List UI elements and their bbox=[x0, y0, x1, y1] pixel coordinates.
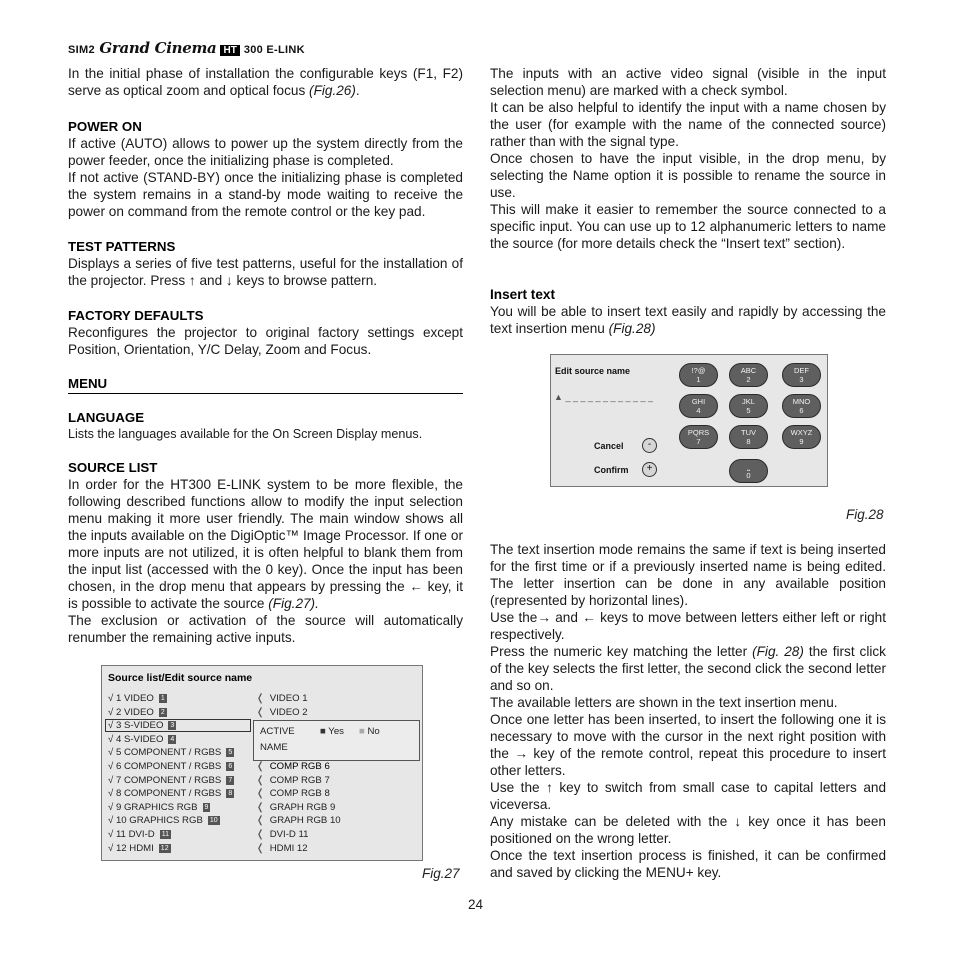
check-icon: √ bbox=[108, 842, 114, 854]
source-name: GRAPHICS RGB bbox=[123, 801, 198, 813]
cursor-triangle-icon: ▲ bbox=[554, 392, 563, 402]
key-number: 0 bbox=[746, 471, 751, 480]
keypad-key-1[interactable] bbox=[679, 363, 718, 387]
keypad-key-9[interactable] bbox=[782, 425, 821, 449]
source-badge: 2 bbox=[160, 708, 165, 716]
cancel-label: Cancel bbox=[594, 441, 624, 451]
language-heading: LANGUAGE bbox=[68, 410, 145, 425]
brand-model: 300 E-LINK bbox=[243, 44, 305, 56]
test-patterns-heading: TEST PATTERNS bbox=[68, 239, 176, 254]
source-list-panel bbox=[101, 665, 423, 861]
source-custom-name: ❬ HDMI 12 bbox=[256, 842, 308, 854]
active-yes-option[interactable]: ■ Yes bbox=[320, 726, 344, 737]
key-letters: DEF bbox=[794, 366, 809, 375]
source-custom-name: ❬ COMP RGB 6 bbox=[256, 761, 330, 772]
brand-grand-cinema: Grand Cinema bbox=[99, 39, 217, 57]
source-number: 9 bbox=[115, 801, 122, 813]
key-letters: GHI bbox=[691, 397, 706, 406]
source-number: 10 bbox=[115, 815, 127, 827]
input-description: The inputs with an active video signal (visible in the input selection menu) are marked with a check symbol. It can be also helpful to identify the input with a name chosen by the user (for example with the name of the connected source) rather than with the signal type. Once chosen to have the input visible, in the drop menu, by selecting the Name option it is possible to rename the source in use. This will make it easier to remember the source connected to a specific input. You can use up to 12 alphanumeric letters to name the source (for more details check the “Insert text” section). bbox=[490, 66, 886, 251]
source-badge: 5 bbox=[228, 749, 233, 757]
source-row[interactable] bbox=[108, 775, 234, 786]
source-name: COMPONENT / RGBS bbox=[123, 774, 222, 786]
source-badge: 9 bbox=[204, 803, 209, 811]
yes-square-icon: ■ bbox=[320, 726, 326, 737]
keypad-key-6[interactable] bbox=[782, 394, 821, 418]
page-header bbox=[68, 39, 305, 58]
source-badge: 12 bbox=[160, 844, 169, 852]
key-number: 9 bbox=[799, 437, 804, 446]
source-list-text: In order for the HT300 E-LINK system to be more flexible, the following described functions allow to modify the input selection menu making it more user friendly. The main window shows all the inputs available on the DigiOptic™ Image Processor. If one or more inputs are not utilized, it is often helpful to blank them from the input list (accessed with the 0 key). Once the input has been chosen, in the drop menu that appears by pressing the ← key, it is possible to activate the source (Fig.27). The exclusion or activation of the source will automatically renumber the remaining active inputs. bbox=[68, 477, 463, 645]
fig27-caption: Fig.27 bbox=[422, 866, 460, 881]
key-number: 8 bbox=[746, 437, 751, 446]
brand-ht-badge: HT bbox=[220, 45, 239, 56]
source-custom-name: ❬ VIDEO 2 bbox=[256, 706, 308, 718]
test-patterns-text: Displays a series of five test patterns, useful for the installation of the projector. Press ↑ and ↓ keys to browse pattern. bbox=[68, 256, 463, 288]
check-icon: √ bbox=[108, 761, 114, 772]
source-name: S-VIDEO bbox=[123, 720, 164, 732]
selected-row-highlight bbox=[105, 719, 251, 732]
arrow-right-icon: → bbox=[514, 746, 528, 761]
check-icon: √ bbox=[108, 706, 114, 718]
source-badge: 3 bbox=[170, 722, 175, 730]
keypad-key-0[interactable] bbox=[729, 459, 768, 483]
edit-source-name-title: Edit source name bbox=[555, 366, 631, 376]
menu-divider bbox=[68, 393, 463, 394]
key-letters: JKL bbox=[742, 397, 755, 406]
source-row[interactable] bbox=[108, 734, 176, 745]
fig28-caption: Fig.28 bbox=[846, 507, 884, 522]
source-badge: 1 bbox=[160, 695, 165, 702]
source-list-title: Source list/Edit source name bbox=[108, 672, 253, 684]
power-on-text: If active (AUTO) allows to power up the system directly from the power feeder, once the initializing phase is completed. If not active (STAND-BY) once the initializing phase is completed the system remains in a stand-by mode waiting to receive the power on command from the remote control or the key pad. bbox=[68, 136, 463, 219]
key-number: 1 bbox=[696, 375, 701, 384]
key-letters: !?@ bbox=[691, 366, 706, 375]
source-number: 12 bbox=[115, 842, 127, 854]
confirm-label: Confirm bbox=[594, 465, 629, 475]
source-number: 1 bbox=[115, 693, 122, 704]
source-number: 5 bbox=[115, 747, 122, 759]
language-text: Lists the languages available for the On Screen Display menus. bbox=[68, 427, 423, 441]
arrow-up-icon: ↑ bbox=[546, 780, 553, 795]
source-row[interactable] bbox=[108, 829, 171, 840]
source-name: COMPONENT / RGBS bbox=[123, 788, 222, 800]
source-custom-name: ❬ COMP RGB 7 bbox=[256, 774, 330, 786]
keypad-key-5[interactable] bbox=[729, 394, 768, 418]
source-row[interactable] bbox=[108, 815, 220, 826]
insert-text-heading: Insert text bbox=[490, 287, 555, 302]
chevron-left-icon: ❬ bbox=[256, 693, 265, 704]
source-row[interactable] bbox=[108, 747, 234, 758]
key-letters: ⎵ bbox=[747, 462, 750, 471]
arrow-down-icon: ↓ bbox=[734, 814, 742, 829]
source-badge: 4 bbox=[170, 735, 175, 743]
chevron-left-icon: ❬ bbox=[256, 801, 265, 813]
arrow-left-icon: ← bbox=[409, 579, 423, 594]
source-number: 7 bbox=[115, 774, 122, 786]
key-letters: MNO bbox=[792, 397, 811, 406]
keypad-key-3[interactable] bbox=[782, 363, 821, 387]
source-name: HDMI bbox=[129, 842, 154, 854]
key-number: 5 bbox=[746, 406, 751, 415]
check-icon: √ bbox=[108, 788, 114, 800]
arrow-left-icon: ← bbox=[582, 610, 596, 625]
source-row[interactable] bbox=[108, 693, 167, 704]
chevron-left-icon: ❬ bbox=[256, 761, 265, 772]
active-no-option[interactable]: ■ No bbox=[359, 726, 380, 737]
insert-text-intro: You will be able to insert text easily and rapidly by accessing the text insertion menu (Fig.28) bbox=[490, 304, 886, 336]
arrow-up-icon: ↑ bbox=[188, 273, 196, 288]
source-number: 6 bbox=[115, 761, 122, 772]
insert-text-instructions: The text insertion mode remains the same if text is being inserted for the first time or if a previously inserted name is being edited. The letter insertion can be done in any available position (represented by horizontal lines). Use the→ and ← keys to move between letters either left or right respectively. Press the numeric key matching the letter (Fig. 28) the first click of the key selects the first letter, the second click the second letter and so on. The available letters are shown in the text insertion menu. Once one letter has been inserted, to insert the following one it is necessary to move with the cursor in the next right position with the → key of the remote control, repeat this procedure to insert other letters. Use the ↑ key to switch from small case to capital letters and viceversa. Any mistake can be deleted with the ↓ key once it has been positioned on the wrong letter. Once the text insertion process is finished, it can be confirmed and saved by clicking the MENU+ key. bbox=[490, 542, 886, 880]
keypad-key-2[interactable] bbox=[729, 363, 768, 387]
active-label: ACTIVE bbox=[260, 726, 295, 737]
keypad-key-4[interactable] bbox=[679, 394, 718, 418]
chevron-left-icon: ❬ bbox=[256, 788, 265, 800]
source-name: VIDEO bbox=[123, 706, 154, 718]
source-name: COMPONENT / RGBS bbox=[123, 747, 222, 759]
check-icon: √ bbox=[108, 774, 114, 786]
source-custom-name: ❬ VIDEO 1 bbox=[256, 693, 308, 704]
check-icon: √ bbox=[108, 815, 114, 827]
name-label[interactable]: NAME bbox=[260, 742, 288, 753]
check-icon: √ bbox=[108, 829, 114, 840]
no-square-icon: ■ bbox=[359, 726, 365, 737]
chevron-left-icon: ❬ bbox=[256, 815, 265, 827]
source-badge: 10 bbox=[209, 817, 218, 825]
source-badge: 11 bbox=[161, 831, 169, 838]
page-number: 24 bbox=[468, 897, 484, 912]
keypad-key-7[interactable] bbox=[679, 425, 718, 449]
source-row[interactable] bbox=[108, 802, 210, 813]
key-letters: TUV bbox=[741, 428, 756, 437]
source-custom-name: ❬ GRAPH RGB 9 bbox=[256, 801, 336, 813]
source-row[interactable] bbox=[108, 843, 171, 854]
source-row[interactable] bbox=[108, 761, 234, 772]
check-icon: √ bbox=[108, 733, 114, 745]
factory-defaults-heading: FACTORY DEFAULTS bbox=[68, 308, 204, 323]
source-name: S-VIDEO bbox=[123, 733, 164, 745]
arrow-down-icon: ↓ bbox=[225, 273, 233, 288]
keypad-key-8[interactable] bbox=[729, 425, 768, 449]
key-letters: ABC bbox=[740, 366, 757, 375]
edit-source-name-panel bbox=[550, 354, 828, 487]
key-number: 2 bbox=[746, 375, 751, 384]
source-custom-name: ❬ COMP RGB 8 bbox=[256, 788, 330, 800]
source-row[interactable] bbox=[108, 707, 167, 718]
key-number: 4 bbox=[696, 406, 701, 415]
source-name: COMPONENT / RGBS bbox=[123, 761, 222, 772]
key-number: 7 bbox=[696, 437, 701, 446]
source-number: 8 bbox=[115, 788, 122, 800]
chevron-left-icon: ❬ bbox=[256, 706, 265, 718]
key-number: 3 bbox=[799, 375, 804, 384]
source-badge: 8 bbox=[228, 790, 233, 798]
menu-heading: MENU bbox=[68, 376, 108, 391]
source-number: 3 bbox=[115, 720, 122, 732]
source-number: 2 bbox=[115, 706, 122, 718]
source-number: 4 bbox=[115, 733, 122, 745]
source-list-heading: SOURCE LIST bbox=[68, 460, 158, 475]
cancel-button[interactable]: - bbox=[642, 438, 657, 453]
chevron-left-icon: ❬ bbox=[256, 842, 265, 854]
check-icon: √ bbox=[108, 801, 114, 813]
source-options-popup bbox=[253, 720, 420, 761]
chevron-left-icon: ❬ bbox=[256, 774, 265, 786]
chevron-left-icon: ❬ bbox=[256, 829, 265, 840]
key-letters: PQRS bbox=[687, 428, 710, 437]
check-icon: √ bbox=[108, 747, 114, 759]
key-letters: WXYZ bbox=[790, 428, 813, 437]
source-number: 11 bbox=[115, 829, 126, 840]
brand-sim2: SIM2 bbox=[68, 44, 95, 56]
key-number: 6 bbox=[799, 406, 804, 415]
confirm-button[interactable]: + bbox=[642, 462, 657, 477]
check-icon: √ bbox=[108, 720, 114, 732]
power-on-heading: POWER ON bbox=[68, 119, 142, 134]
intro-paragraph: In the initial phase of installation the configurable keys (F1, F2) serve as optical zoom and optical focus (Fig.26). bbox=[68, 66, 463, 98]
source-custom-name: ❬ DVI-D 11 bbox=[256, 829, 309, 840]
source-name: GRAPHICS RGB bbox=[129, 815, 203, 827]
source-custom-name: ❬ GRAPH RGB 10 bbox=[256, 815, 341, 827]
source-row[interactable] bbox=[108, 788, 234, 799]
source-badge: 6 bbox=[228, 763, 233, 770]
source-badge: 7 bbox=[228, 776, 233, 784]
source-name: VIDEO bbox=[123, 693, 154, 704]
source-name: DVI-D bbox=[128, 829, 155, 840]
text-entry-field[interactable]: ▲ _ _ _ _ _ _ _ _ _ _ _ _ bbox=[554, 392, 654, 402]
factory-defaults-text: Reconfigures the projector to original factory settings except Position, Orientation, Y/C Delay, Zoom and Focus. bbox=[68, 325, 463, 357]
arrow-right-icon: → bbox=[537, 610, 551, 625]
check-icon: √ bbox=[108, 693, 114, 704]
